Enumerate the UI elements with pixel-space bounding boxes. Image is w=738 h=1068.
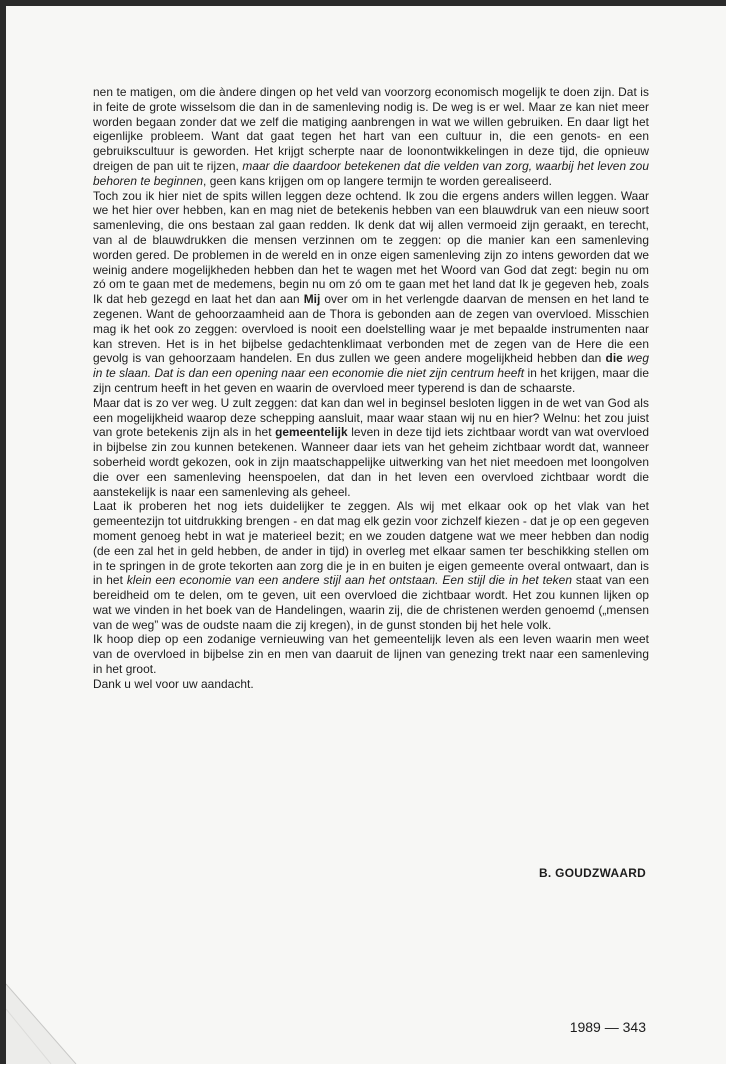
paragraph	[93, 632, 649, 676]
text-run: in het krijgen, maar die zijn centrum heeft in het geven en waarin de overvloed meer typerend is dan de schaarste.	[93, 366, 650, 395]
text-run: Dank u wel voor uw aandacht.	[93, 676, 254, 691]
document-page	[6, 6, 726, 1064]
bold-text: gemeentelijk	[275, 425, 348, 440]
bold-text: Mij	[303, 292, 321, 307]
bold-text: die	[605, 351, 623, 366]
text-run: , geen kans krijgen om op langere termijn te worden gerealiseerd.	[203, 173, 552, 188]
text-run: Laat ik proberen het nog iets duidelijker te zeggen. Als wij met elkaar ook op het vlak van het gemeentezijn tot uitdrukking brengen - en dat mag elk gezin voor zichzelf kiezen - dat je op een gegeven moment genoeg hebt in wat je materieel bezit; en we zouden datgene wat we meer hebben dan nodig (de een zal het in geld hebben, de ander in tijd) in overleg met elkaar samen ter beschikking stellen om in te springen in de grote tekorten aan zorg die je in en buiten je eigen gemeente overal ontwaart, dan is in het	[93, 499, 649, 588]
page-bottom-margin	[0, 1064, 738, 1068]
text-run: nen te matigen, om die àndere dingen op het veld van voorzorg economisch mogelijk te doen zijn. Dat is in feite de grote wisselsom die dan in de samenleving nodig is. De weg is er wel. Maar ze kan niet meer worden begaan zonder dat we zelf die matiging aanbrengen in wat we willen gebruiken. En daar ligt het eigenlijke probleem. Want dat gaat tegen het hart van een cultuur in, die een genots- en een gebruikscultuur is geworden. Het krijgt scherpte naar de loonontwikkelingen in deze tijd, die opnieuw dreigen de pan uit te rijzen,	[93, 85, 649, 173]
text-run: over om in het verlengde daarvan de mensen en het land te zegenen. Want de gehoorzaamheid aan de Thora is gebonden aan de zegen van overvloed. Misschien mag ik het ook zo zeggen: overvloed is nooit een doelstelling waar je met bepaalde instrumenten naar kan streven. Het is in het bijbelse gedachtenklimaat verbonden met de zegen van de Here die een gevolg is van gehoorzaam handelen. En dus zullen we geen andere mogelijkheid hebben dan	[93, 292, 649, 366]
italic-text: weg in te slaan. Dat is dan een opening naar een economie die niet zijn centrum heeft	[93, 351, 649, 381]
author-signature: B. GOUDZWAARD	[539, 866, 646, 880]
paragraph	[93, 396, 649, 500]
text-run: Toch zou ik hier niet de spits willen leggen deze ochtend. Ik zou die ergens anders willen leggen. Waar we het hier over hebben, kan en mag niet de betekenis hebben van een blauwdruk van een nieuw soort samenleving, die ons bestaan zal gaan redden. Ik denk dat wij allen vermoeid zijn geraakt, en terecht, van al de blauwdrukken die mensen verzinnen om te zeggen: op die manier kan een samenleving worden gered. De problemen in de wereld en in onze eigen samenleving zijn zo intens geworden dat we weinig andere mogelijkheden hebben dan het te wagen met het Woord van God dat zegt: begin nu om zó om te gaan met de medemens, begin nu om zó om te gaan met het land dat Ik je gegeven heb, zoals Ik dat heb gezegd en laat het dan aan	[93, 188, 649, 307]
paragraph	[93, 677, 649, 692]
body-text	[93, 85, 649, 692]
text-run: Ik hoop diep op een zodanige vernieuwing van het gemeentelijk leven als een leven waarin men weet van de overvloed in bijbelse zin en men van daaruit de lijnen van genezing trekt naar een samenleving in het groot.	[93, 632, 649, 677]
paragraph	[93, 85, 649, 189]
italic-text: maar die daardoor betekenen dat die velden van zorg, waarbij het leven zou behoren te beginnen	[93, 158, 649, 188]
italic-text: klein een economie van een andere stijl aan het ontstaan. Een stijl die in het teken	[126, 573, 572, 588]
folded-corner-shape	[6, 964, 116, 1064]
text-run: Maar dat is zo ver weg. U zult zeggen: dat kan dan wel in beginsel besloten liggen in de wet van God als een mogelijkheid waarop deze schepping aansluit, maar waar staan wij nu en hier? Welnu: het zou juist van grote betekenis zijn als in het	[93, 395, 649, 440]
text-run: staat van een bereidheid om te delen, om te geven, uit een overvloed die zichtbaar wordt. Het zou kunnen lijken op wat we vinden in het boek van de Handelingen, waarin zij, die de christenen werden genoemd („mensen van de weg” was de oudste naam die zij kregen), in de gunst stonden bij het hele volk.	[93, 573, 649, 632]
text-run: leven in deze tijd iets zichtbaar wordt van wat overvloed in bijbelse zin zou kunnen betekenen. Wanneer daar iets van het geheim zichtbaar wordt dat, wanneer soberheid wordt gekozen, ook in zijn maatschappelijke uitwerking van het niet meedoen met loongolven die over een samenleving heenspoelen, dat dan in het leven een overvloed zichtbaar wordt die aanstekelijk is naar een samenleving als geheel.	[93, 425, 649, 499]
paragraph	[93, 189, 649, 396]
paragraph	[93, 499, 649, 632]
page-number: 1989 — 343	[569, 1019, 646, 1035]
page-right-margin	[726, 0, 738, 1068]
